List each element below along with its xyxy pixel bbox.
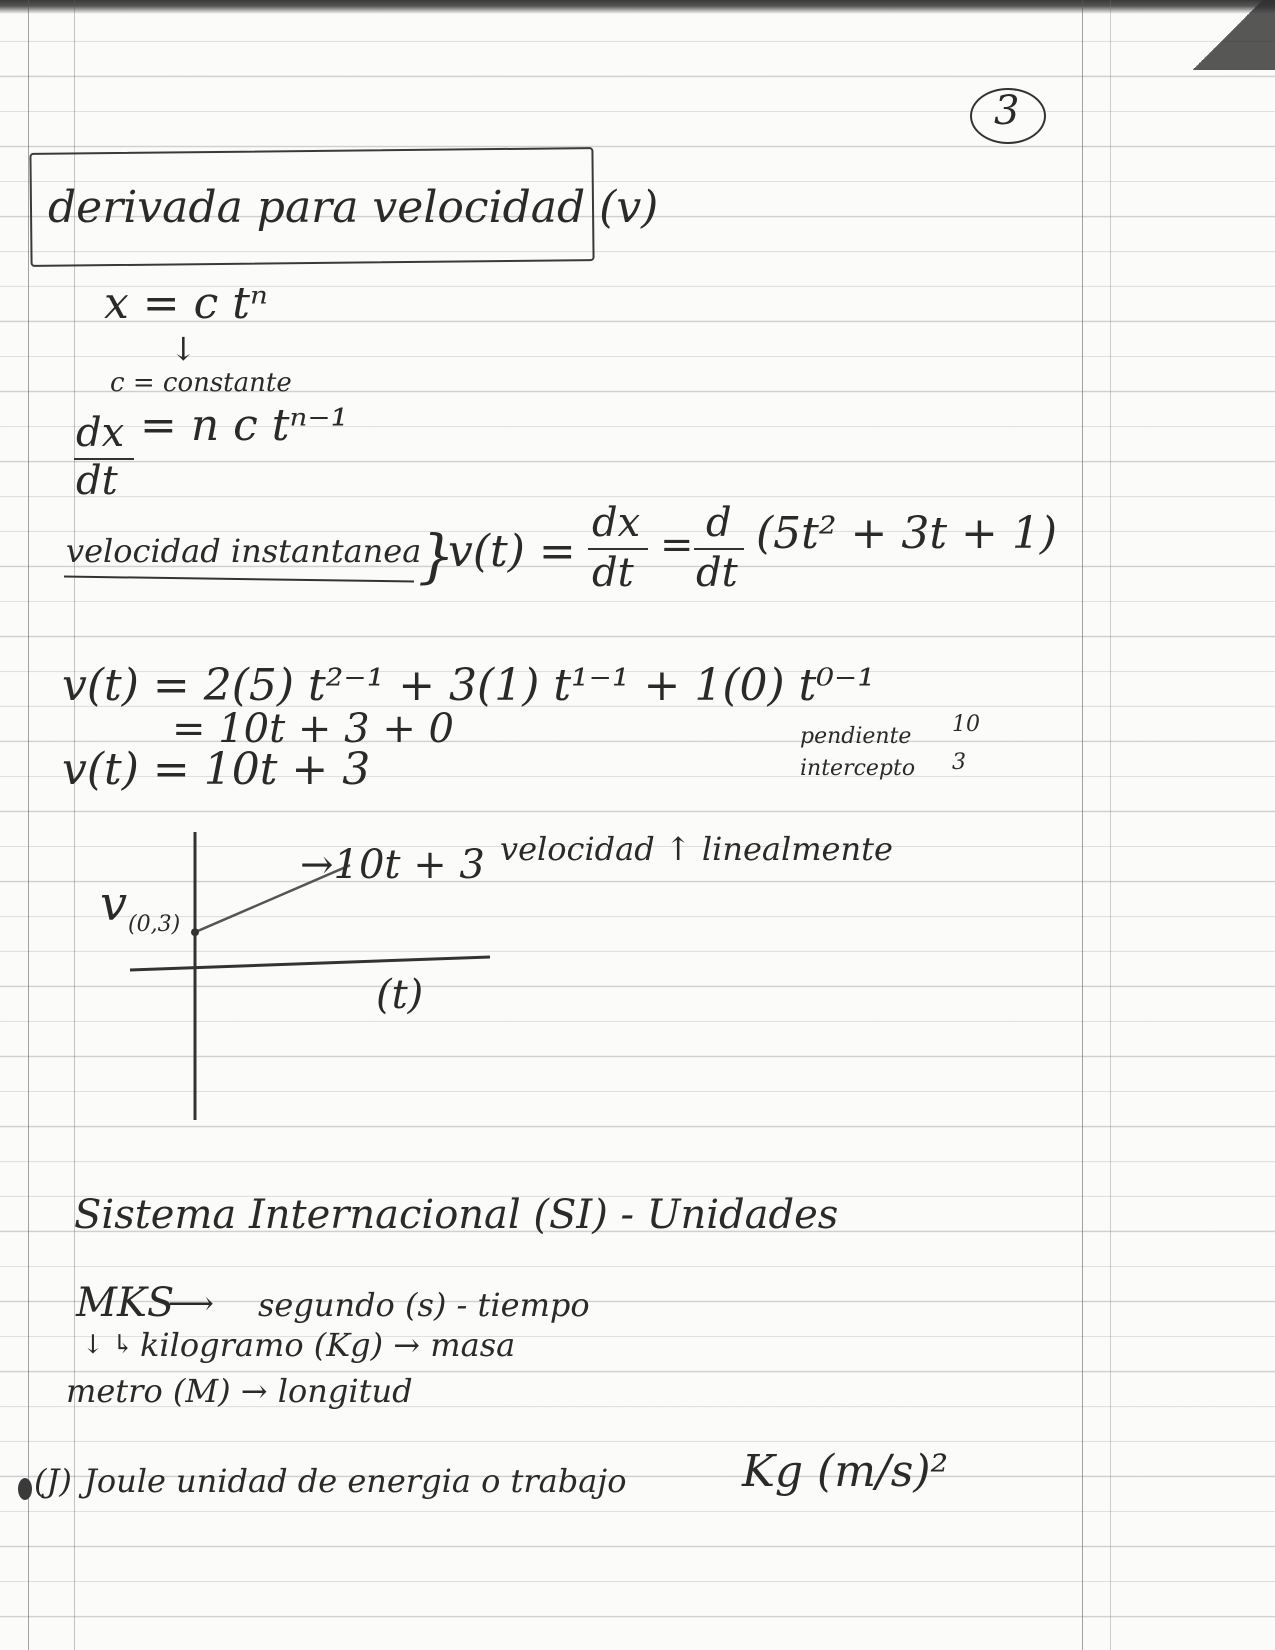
joule-unit: Joule unidad de energia o trabajo [84,1462,627,1500]
margin-line-right-outer [1110,0,1111,1650]
seconds-unit: segundo (s) - tiempo [258,1286,590,1324]
margin-line-left [28,0,29,1650]
graph-line-label: →10t + 3 [300,842,485,888]
binder-hole [18,1478,32,1500]
frac2-den: dt [696,550,738,596]
graph-description: velocidad ↑ linealmente [500,830,893,868]
dx-numerator: dx [76,410,125,456]
si-heading: Sistema Internacional (SI) - Unidades [74,1192,839,1238]
slope-value: 10 [952,712,980,737]
brace: } [418,522,455,590]
kilogram-unit: kilogramo (Kg) → masa [140,1326,516,1364]
instant-velocity-label: velocidad instantanea [66,532,422,570]
mks-arrow: ⟶ [168,1284,214,1322]
equals-sign: = [660,522,694,568]
graph-x-label: (t) [376,972,424,1018]
intercept-value: 3 [952,750,966,775]
mks-label: MKS [76,1280,175,1326]
page-number: 3 [994,88,1020,134]
frac2-num: d [706,500,732,546]
joule-symbol: (J) [34,1462,72,1500]
position-expression: (5t² + 3t + 1) [756,508,1057,559]
frac1-num: dx [592,500,641,546]
down-arrow: ↓ [170,330,197,368]
t-axis [130,957,490,970]
page-title: derivada para velocidad (v) [48,182,659,233]
velocity-eq-lhs: v(t) = [448,526,576,577]
step-line-2: = 10t + 3 + 0 [172,706,454,752]
step-line-1: v(t) = 2(5) t²⁻¹ + 3(1) t¹⁻¹ + 1(0) t⁰⁻¹ [62,660,875,711]
graph-y-label: v [100,876,128,932]
intercept-point [191,928,199,936]
scan-top-edge [0,0,1275,14]
page-corner-fold [1180,0,1275,70]
intercept-label: intercepto [800,756,916,781]
constant-note: c = constante [110,368,292,398]
dt-denominator: dt [76,458,118,504]
label-underline [64,576,414,583]
frac1-den: dt [592,550,634,596]
margin-line-right [1082,0,1083,1650]
kg-arrows: ↓ ↳ [82,1330,134,1360]
slope-label: pendiente [800,724,912,749]
meter-unit: metro (M) → longitud [66,1372,413,1410]
joule-units: Kg (m/s)² [742,1446,949,1497]
graph-point-label: (0,3) [128,912,181,937]
power-rule-equation: x = c tⁿ [104,278,268,329]
step-line-3: v(t) = 10t + 3 [62,744,371,795]
derivative-rhs: = n c tⁿ⁻¹ [140,400,349,451]
